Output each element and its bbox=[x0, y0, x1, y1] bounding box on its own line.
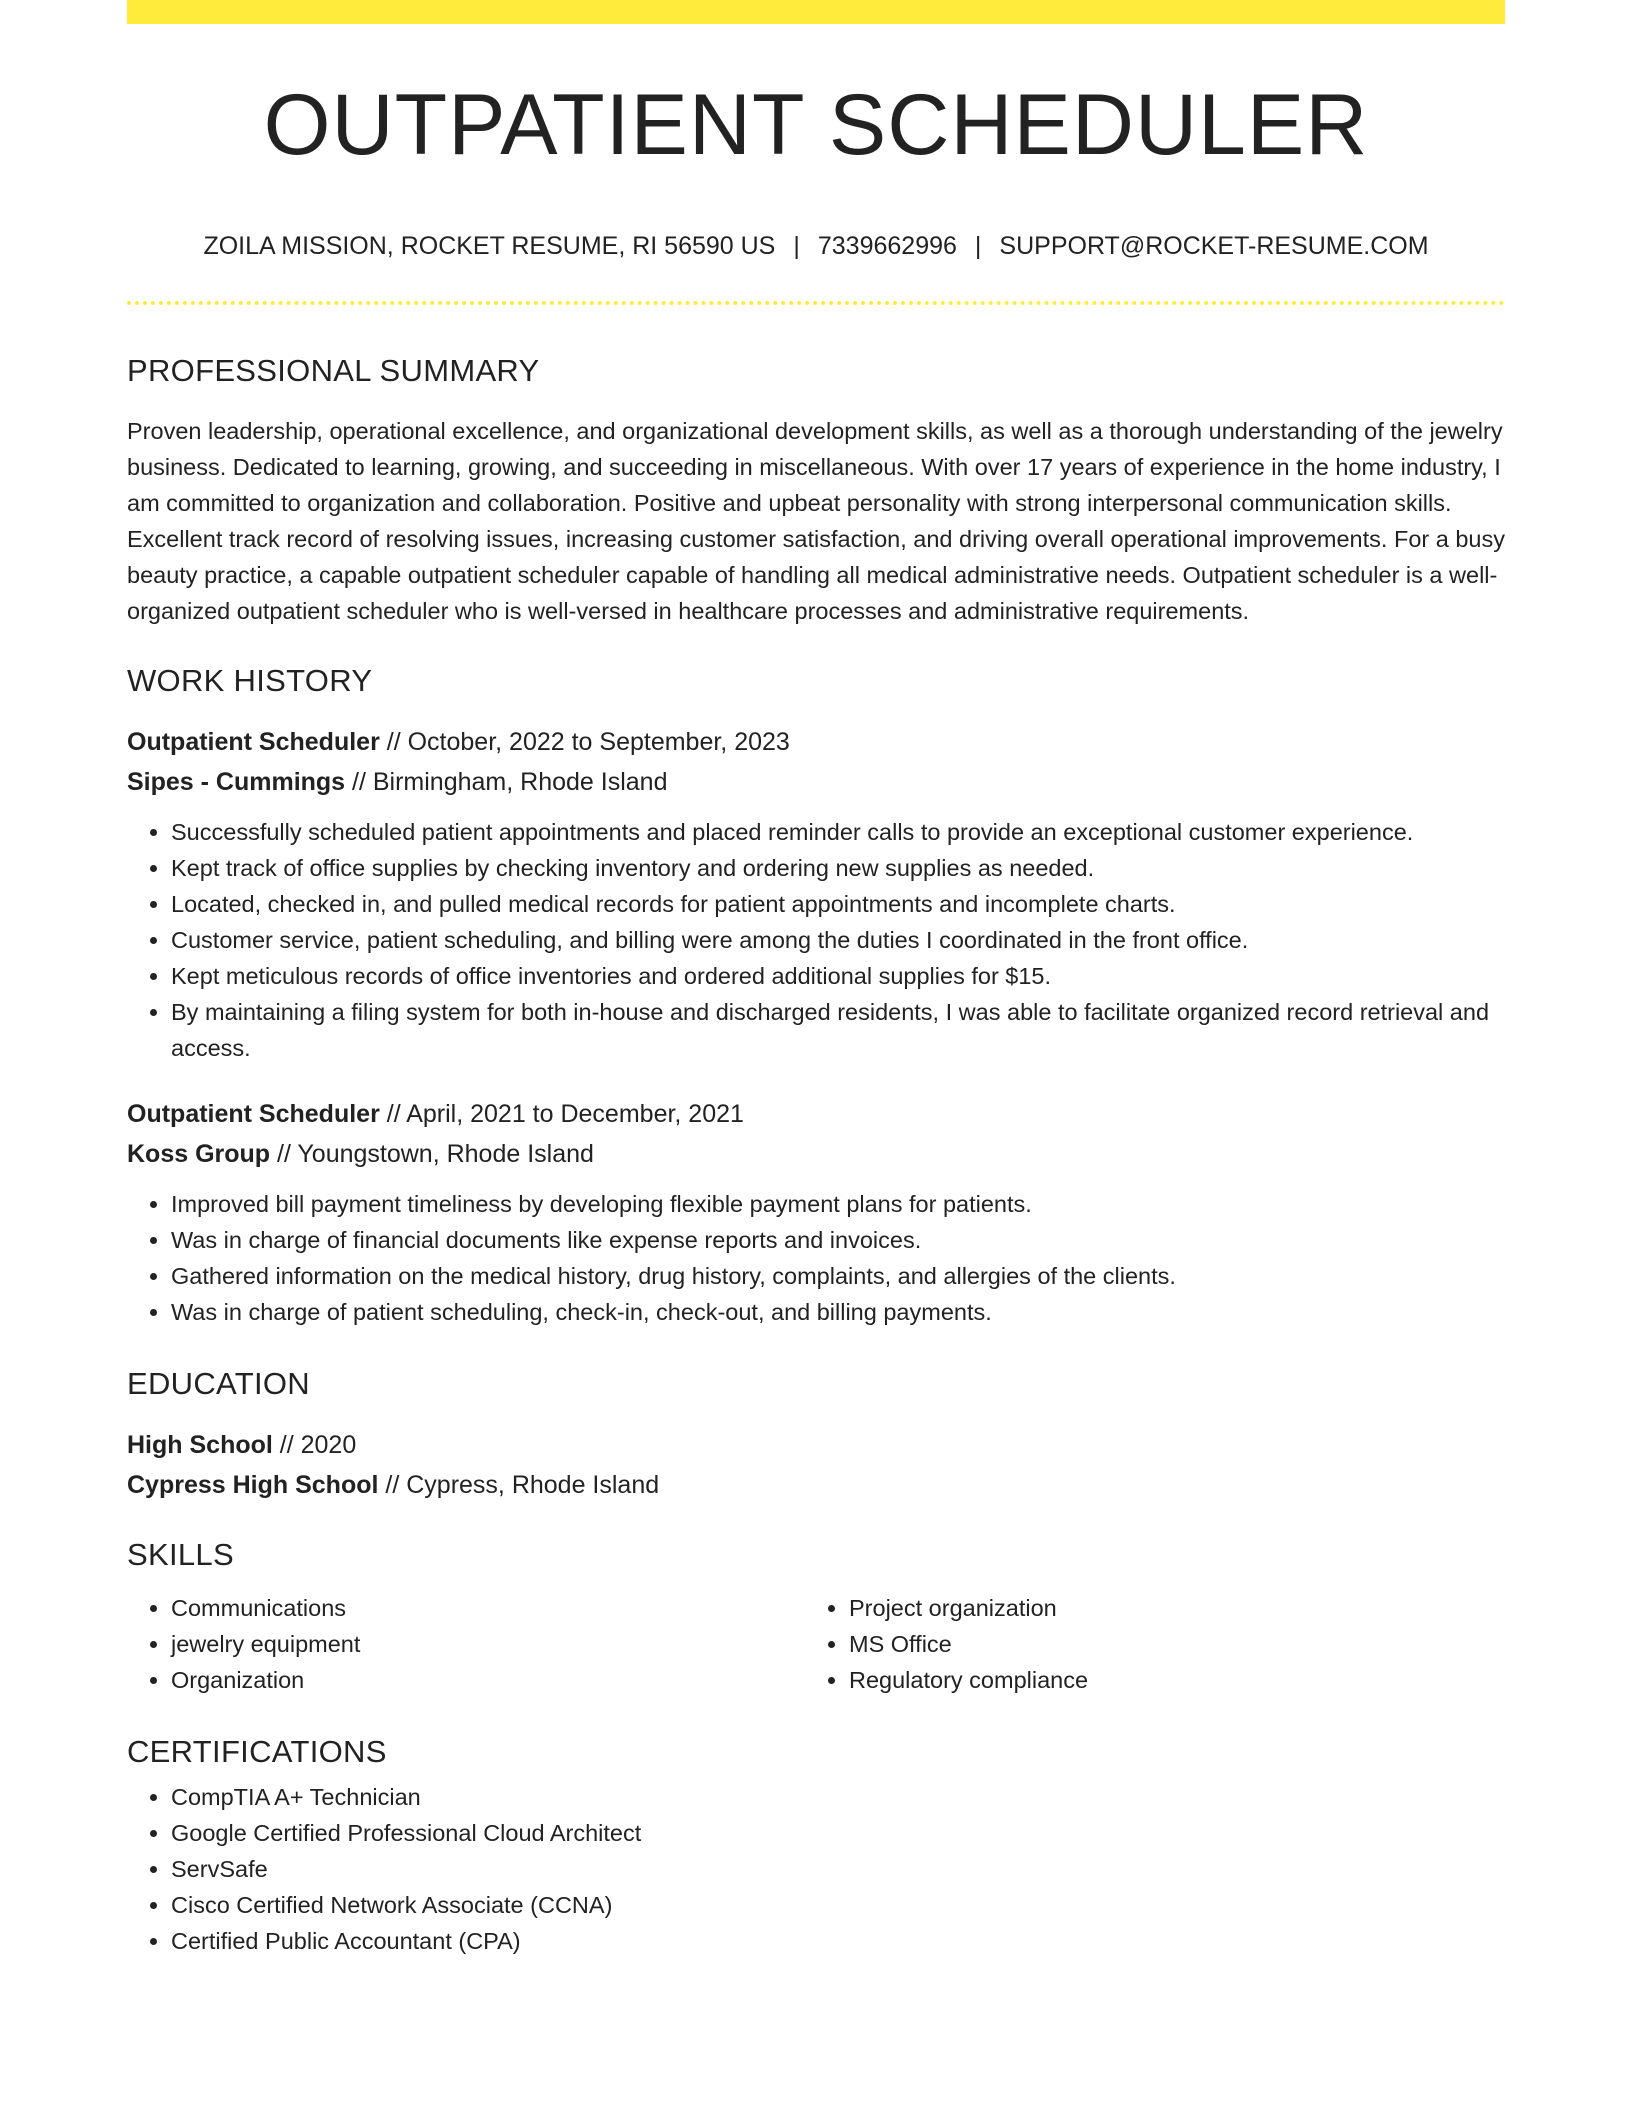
summary-heading: PROFESSIONAL SUMMARY bbox=[127, 353, 540, 388]
job-title-line bbox=[127, 1094, 1505, 1134]
skills-grid bbox=[127, 1590, 1505, 1698]
list-item: • Certified Public Accountant (CPA) bbox=[171, 1923, 1505, 1959]
job-location: // Birmingham, Rhode Island bbox=[345, 768, 668, 796]
list-item: • Successfully scheduled patient appointments and placed reminder calls to provide an exceptional customer experience. bbox=[171, 814, 1505, 850]
list-item: • Kept meticulous records of office inventories and ordered additional supplies for $15. bbox=[171, 958, 1505, 994]
dotted-divider bbox=[127, 301, 1505, 305]
list-item: • Organization bbox=[171, 1662, 805, 1698]
job-role: Outpatient Scheduler bbox=[127, 1100, 380, 1128]
job-bullets bbox=[127, 1186, 1505, 1330]
education-degree-line bbox=[127, 1425, 1505, 1465]
job-company: Sipes - Cummings bbox=[127, 768, 346, 796]
resume-page bbox=[127, 0, 1505, 1959]
resume-title: OUTPATIENT SCHEDULER bbox=[263, 77, 1369, 173]
contact-phone: 7339662996 bbox=[817, 232, 957, 260]
education-year: // 2020 bbox=[272, 1431, 357, 1459]
skills-column-right bbox=[805, 1590, 1505, 1698]
job-entry bbox=[127, 722, 1505, 1066]
list-item: • Communications bbox=[171, 1590, 805, 1626]
skills-column-left bbox=[127, 1590, 805, 1698]
list-item: • By maintaining a filing system for both in-house and discharged residents, I was able to facilitate organized record retrieval and access. bbox=[171, 994, 1505, 1066]
list-item: • Cisco Certified Network Associate (CCNA) bbox=[171, 1887, 1505, 1923]
list-item: • Was in charge of patient scheduling, check-in, check-out, and billing payments. bbox=[171, 1294, 1505, 1330]
list-item: • jewelry equipment bbox=[171, 1626, 805, 1662]
education-school-line bbox=[127, 1465, 1505, 1505]
contact-email: SUPPORT@ROCKET-RESUME.COM bbox=[999, 232, 1429, 260]
job-bullets bbox=[127, 814, 1505, 1066]
list-item: • MS Office bbox=[849, 1626, 1505, 1662]
contact-separator: | bbox=[793, 232, 800, 260]
summary-text: Proven leadership, operational excellence, and organizational development skills, as well as a thorough understanding of the jewelry business. Dedicated to learning, growing, and succeeding in miscellaneous. With over 17 years of experience in the home industry, I am committed to organization and collaboration. Positive and upbeat personality with strong interpersonal communication skills. Excellent track record of resolving issues, increasing customer satisfaction, and driving overall operational improvements. For a busy beauty practice, a capable outpatient scheduler capable of handling all medical administrative needs. Outpatient scheduler is a well-organized outpatient scheduler who is well-versed in healthcare processes and administrative requirements. bbox=[127, 418, 1505, 624]
certifications-list bbox=[127, 1779, 1505, 1959]
list-item: • Improved bill payment timeliness by developing flexible payment plans for patients. bbox=[171, 1186, 1505, 1222]
top-accent-bar bbox=[127, 0, 1505, 24]
job-company-line bbox=[127, 1134, 1505, 1174]
list-item: • Kept track of office supplies by checking inventory and ordering new supplies as needed. bbox=[171, 850, 1505, 886]
education-school: Cypress High School bbox=[127, 1471, 379, 1499]
job-dates: // October, 2022 to September, 2023 bbox=[379, 728, 790, 756]
education-degree: High School bbox=[127, 1431, 273, 1459]
certifications-heading: CERTIFICATIONS bbox=[127, 1734, 387, 1769]
education-location: // Cypress, Rhode Island bbox=[378, 1471, 660, 1499]
job-company: Koss Group bbox=[127, 1140, 271, 1168]
list-item: • Regulatory compliance bbox=[849, 1662, 1505, 1698]
list-item: • Project organization bbox=[849, 1590, 1505, 1626]
skills-heading: SKILLS bbox=[127, 1537, 234, 1572]
list-item: • CompTIA A+ Technician bbox=[171, 1779, 1505, 1815]
contact-separator: | bbox=[974, 232, 982, 260]
list-item: • Customer service, patient scheduling, and billing were among the duties I coordinated in the front office. bbox=[171, 922, 1505, 958]
list-item: • ServSafe bbox=[171, 1851, 1505, 1887]
job-title-line bbox=[127, 722, 1505, 762]
job-location: // Youngstown, Rhode Island bbox=[270, 1140, 594, 1168]
work-history-heading: WORK HISTORY bbox=[127, 663, 373, 698]
job-role: Outpatient Scheduler bbox=[127, 728, 380, 756]
list-item: • Google Certified Professional Cloud Architect bbox=[171, 1815, 1505, 1851]
contact-address: ZOILA MISSION, ROCKET RESUME, RI 56590 US bbox=[203, 232, 776, 260]
skills-list bbox=[805, 1590, 1505, 1698]
job-entry bbox=[127, 1094, 1505, 1330]
list-item: • Gathered information on the medical history, drug history, complaints, and allergies of the clients. bbox=[171, 1258, 1505, 1294]
education-heading: EDUCATION bbox=[127, 1366, 310, 1401]
contact-line bbox=[127, 234, 1505, 259]
skills-list bbox=[127, 1590, 805, 1698]
job-company-line bbox=[127, 762, 1505, 802]
list-item: • Was in charge of financial documents like expense reports and invoices. bbox=[171, 1222, 1505, 1258]
job-dates: // April, 2021 to December, 2021 bbox=[379, 1100, 744, 1128]
list-item: • Located, checked in, and pulled medical records for patient appointments and incomplete charts. bbox=[171, 886, 1505, 922]
